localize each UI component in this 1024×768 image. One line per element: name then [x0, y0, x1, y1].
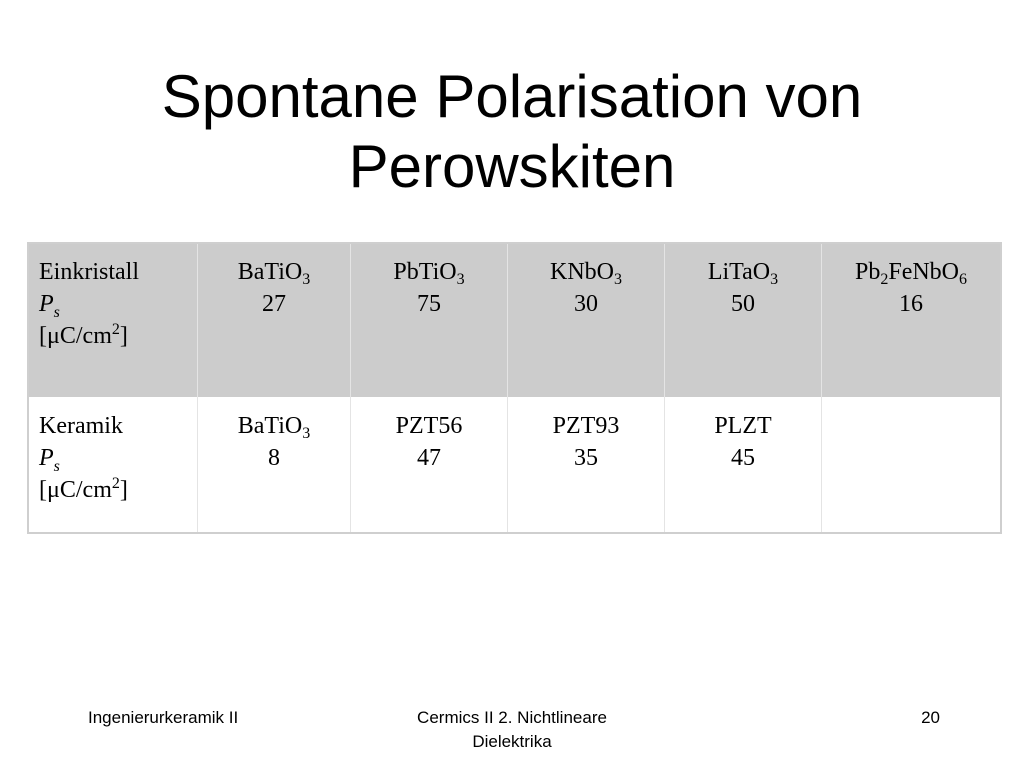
formula-text: PZT93: [552, 413, 620, 439]
table-row-keramik: [28, 398, 1001, 534]
formula-subscript: 3: [456, 271, 465, 288]
compound-formula: [675, 256, 811, 288]
unit-suffix: ]: [119, 477, 128, 503]
footer-lecture-title-line-1: Cermics II 2. Nichtlineare: [417, 708, 607, 727]
table-cell: [198, 243, 351, 398]
slide-title: [60, 62, 964, 202]
formula-text: LiTaO: [707, 259, 771, 285]
ps-subscript: s: [53, 304, 60, 321]
formula-text: BaTiO: [237, 413, 303, 439]
table-cell: [508, 243, 665, 398]
unit-exponent: 2: [111, 475, 120, 492]
table-cell: [665, 243, 822, 398]
polarization-table: [27, 242, 1002, 534]
formula-text: FeNbO: [888, 259, 960, 285]
unit-exponent: 2: [111, 321, 120, 338]
ps-label: [39, 288, 187, 320]
formula-subscript: 3: [302, 271, 311, 288]
row-label: Keramik: [39, 413, 123, 439]
formula-subscript: 2: [880, 271, 889, 288]
table-cell: [822, 243, 1002, 398]
slide-title-line-2: Perowskiten: [348, 133, 676, 200]
unit-label: [39, 474, 187, 506]
row-label-cell: [28, 243, 198, 398]
polarization-value: 50: [731, 291, 755, 317]
compound-formula: [208, 410, 340, 442]
compound-formula: [518, 410, 654, 442]
formula-text: KNbO: [550, 259, 614, 285]
row-label-cell: [28, 398, 198, 534]
compound-formula: [675, 410, 811, 442]
polarization-value: 27: [262, 291, 286, 317]
formula-text: Pb: [854, 259, 881, 285]
formula-subscript: 3: [770, 271, 779, 288]
footer-lecture-title: [362, 706, 662, 754]
formula-subscript: 6: [959, 271, 968, 288]
polarization-value: 75: [417, 291, 441, 317]
ps-symbol: P: [39, 291, 54, 317]
compound-formula: [832, 256, 990, 288]
polarization-value: 8: [268, 445, 280, 471]
formula-subscript: 3: [614, 271, 622, 288]
formula-subscript: 3: [302, 425, 311, 442]
unit-prefix: [μC/cm: [39, 323, 112, 349]
polarization-value: 16: [899, 291, 923, 317]
ps-subscript: s: [53, 458, 60, 475]
table-cell: [198, 398, 351, 534]
table-cell: [351, 398, 508, 534]
ps-label: [39, 442, 187, 474]
compound-formula: [361, 256, 497, 288]
unit-label: [39, 320, 187, 352]
footer-course-name: Ingenierurkeramik II: [88, 708, 239, 727]
slide-title-line-1: Spontane Polarisation von: [161, 63, 863, 130]
table-cell: [351, 243, 508, 398]
polarization-value: 30: [574, 291, 598, 317]
table-cell: [665, 398, 822, 534]
compound-formula: [361, 410, 497, 442]
compound-formula: [208, 256, 340, 288]
table-row-einkristall: [28, 243, 1001, 398]
table-cell: [508, 398, 665, 534]
table-cell: [822, 398, 1002, 534]
formula-text: PLZT: [714, 413, 772, 439]
compound-formula: [518, 256, 654, 288]
polarization-value: 47: [417, 445, 441, 471]
formula-text: BaTiO: [237, 259, 303, 285]
ps-symbol: P: [39, 445, 54, 471]
polarization-value: 45: [731, 445, 755, 471]
footer-page-number: 20: [921, 708, 940, 727]
polarization-value: 35: [574, 445, 598, 471]
formula-text: PZT56: [395, 413, 463, 439]
formula-text: PbTiO: [393, 259, 457, 285]
footer-lecture-title-line-2: Dielektrika: [472, 732, 552, 751]
unit-prefix: [μC/cm: [39, 477, 112, 503]
row-label: Einkristall: [39, 259, 139, 285]
unit-suffix: ]: [119, 323, 128, 349]
